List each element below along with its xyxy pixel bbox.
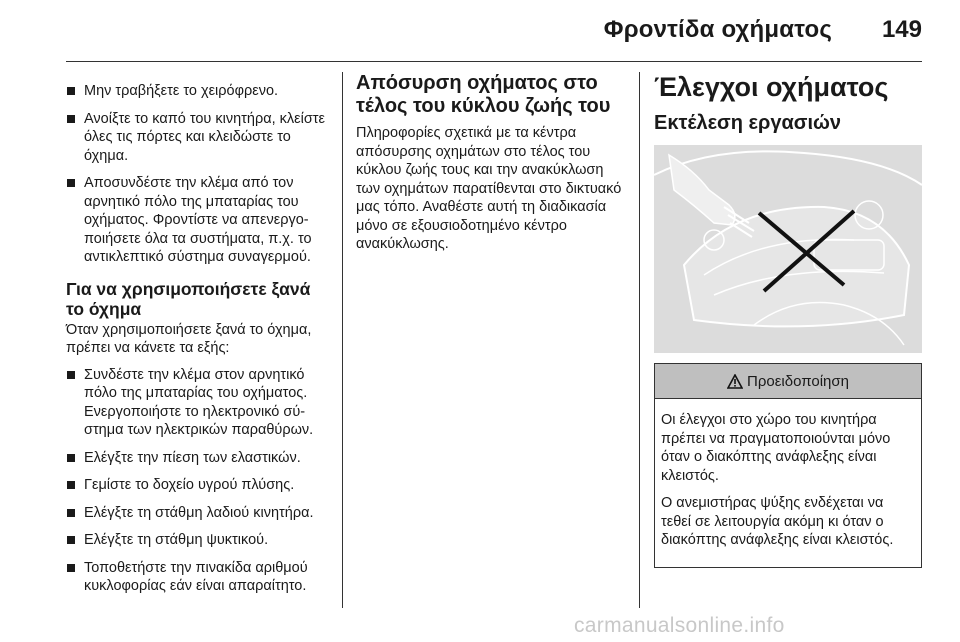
bullet-icon	[67, 454, 75, 462]
page-number: 149	[881, 16, 922, 43]
warning-title: Προειδοποίηση	[747, 372, 849, 390]
list-item: Αποσυνδέστε την κλέμα από τον αρνητικό πόλο της μπαταρίας του οχήματος. Φροντίστε να απενεργοποιήσετε όλα τα συστήματα, π.χ. το αντικλεπτικό σύστημα συναγερμού.	[66, 174, 328, 267]
bullet-icon	[67, 481, 75, 489]
section-title: Φροντίδα οχήματος	[603, 16, 832, 43]
warning-header	[655, 364, 921, 399]
bullet-list-storage	[66, 82, 328, 267]
engine-bay-no-touch-illustration-icon	[654, 145, 922, 353]
warning-box	[654, 363, 922, 568]
column-3	[654, 72, 924, 568]
list-item: Τοποθετήστε την πινακίδα αριθμού κυκλοφορίας εάν είναι απαραίτητο.	[66, 559, 328, 596]
heading-vehicle-checks: Έλεγχοι οχήματος	[654, 72, 889, 102]
list-item: Ελέγξτε τη στάθμη ψυκτικού.	[66, 531, 328, 550]
end-of-life-paragraph: Πληροφορίες σχετικά με τα κέντρα απόσυρσης οχημάτων στο τέλος του κύκλου ζωής τους και την ανακύκλωση των οχημάτων παρατίθενται στο δικτυακό μας τόπο. Αναθέστε αυτή τη διαδικασία μόνο σε εξουσιοδοτημένο κέντρο ανακύκλωσης.	[356, 125, 622, 252]
list-item: Συνδέστε την κλέμα στον αρνητικό πόλο της μπαταρίας του οχήματος. Ενεργοποιήστε το ηλεκτρονικό σύστημα των ηλεκτρικών παραθύρων.	[66, 366, 328, 440]
column-2	[356, 72, 626, 260]
warning-paragraph: Ο ανεμιστήρας ψύξης ενδέχεται να τεθεί σε λειτουργία ακόμη κι όταν ο διακόπτης ανάφλεξης είναι κλειστός.	[661, 495, 894, 548]
warning-paragraph: Οι έλεγχοι στο χώρο του κινητήρα πρέπει να πραγματοποιούνται μόνο όταν ο διακόπτης ανάφλεξης είναι κλειστός.	[661, 412, 891, 484]
list-item: Ανοίξτε το καπό του κινητήρα, κλείστε όλες τις πόρτες και κλειδώστε το όχημα.	[66, 110, 328, 166]
bullet-icon	[67, 564, 75, 572]
list-item: Μην τραβήξετε το χειρόφρενο.	[66, 82, 328, 101]
bullet-icon	[67, 536, 75, 544]
heading-end-of-life: Απόσυρση οχήματος στο τέλος του κύκλου ζωής του	[356, 72, 611, 117]
subheading-performing-work: Εκτέλεση εργασιών	[654, 112, 842, 134]
watermark: carmanualsonline.info	[574, 614, 785, 637]
bullet-icon	[67, 115, 75, 123]
column-divider-right	[639, 72, 640, 608]
column-divider-left	[342, 72, 343, 608]
bullet-list-reuse	[66, 366, 328, 596]
list-item: Γεμίστε το δοχείο υγρού πλύσης.	[66, 476, 328, 495]
warning-triangle-icon	[727, 374, 743, 389]
intro-paragraph: Όταν χρησιμοποιήσετε ξανά το όχημα, πρέπει να κάνετε τα εξής:	[66, 321, 312, 356]
column-1	[66, 82, 328, 605]
warning-body	[655, 399, 921, 567]
bullet-icon	[67, 371, 75, 379]
engine-bay-illustration	[654, 145, 922, 353]
bullet-icon	[67, 509, 75, 517]
subheading-reuse: Για να χρησιμοποιήσετε ξανά το όχημα	[66, 278, 311, 319]
bullet-icon	[67, 179, 75, 187]
header-divider	[66, 61, 922, 62]
bullet-icon	[67, 87, 75, 95]
list-item: Ελέγξτε την πίεση των ελαστικών.	[66, 449, 328, 468]
list-item: Ελέγξτε τη στάθμη λαδιού κινητήρα.	[66, 504, 328, 523]
